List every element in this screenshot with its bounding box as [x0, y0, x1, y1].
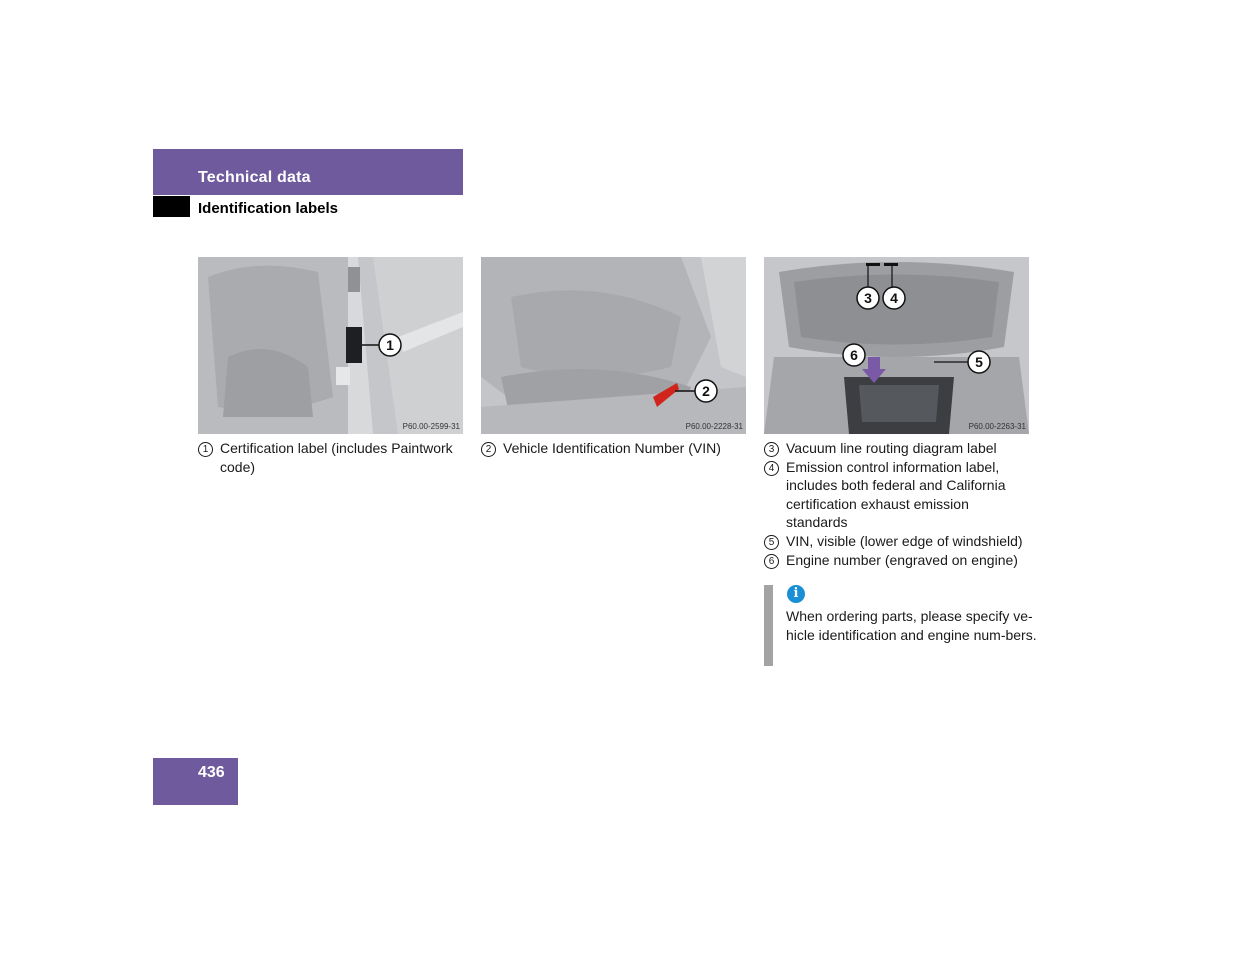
caption-item: [764, 532, 1034, 551]
engine-bay-image: [764, 257, 1029, 434]
page-number-box: [153, 758, 238, 805]
caption-figure-1: [198, 439, 468, 476]
marker-1: 1: [386, 337, 394, 353]
caption-item: [764, 458, 1034, 532]
marker-2: 2: [702, 383, 710, 399]
page-number: 436: [198, 764, 225, 781]
note-text: When ordering parts, please specify ve-hicle identification and engine num-bers.: [786, 608, 1037, 643]
section-title: Technical data: [198, 169, 311, 186]
caption-text: VIN, visible (lower edge of windshield): [786, 532, 1023, 549]
marker-5: 5: [975, 354, 983, 370]
marker-4: 4: [890, 290, 898, 306]
caption-item: [481, 439, 751, 458]
caption-figure-3: [764, 439, 1034, 569]
seat-vin-image: [481, 257, 746, 434]
circled-number: 5: [764, 535, 779, 550]
figure-code: P60.00-2599-31: [402, 422, 460, 431]
door-pillar-image: [198, 257, 463, 434]
marker-3: 3: [864, 290, 872, 306]
caption-text: Emission control information label, includes both federal and California certification exhaust emission standards: [786, 458, 1006, 531]
figure-code: P60.00-2263-31: [968, 422, 1026, 431]
caption-item: [198, 439, 468, 476]
subsection-title: Identification labels: [198, 200, 339, 217]
marker-6: 6: [850, 347, 858, 363]
circled-number: 1: [198, 442, 213, 457]
caption-figure-2: [481, 439, 751, 458]
figure-code: P60.00-2228-31: [685, 422, 743, 431]
certification-label: [346, 327, 362, 363]
caption-text: Engine number (engraved on engine): [786, 551, 1018, 568]
caption-text: Vacuum line routing diagram label: [786, 440, 997, 456]
circled-number: 3: [764, 442, 779, 457]
caption-text: Vehicle Identification Number (VIN): [503, 440, 721, 456]
circled-number: 2: [481, 442, 496, 457]
circled-number: 4: [764, 461, 779, 476]
caption-text: Certification label (includes Paintwork code): [220, 440, 453, 475]
info-icon: i: [787, 585, 805, 603]
circled-number: 6: [764, 554, 779, 569]
caption-item: [764, 551, 1034, 570]
caption-item: [764, 439, 1034, 458]
note-side-bar: [764, 585, 773, 666]
info-note: [764, 585, 1039, 666]
subsection-marker: [153, 196, 190, 217]
